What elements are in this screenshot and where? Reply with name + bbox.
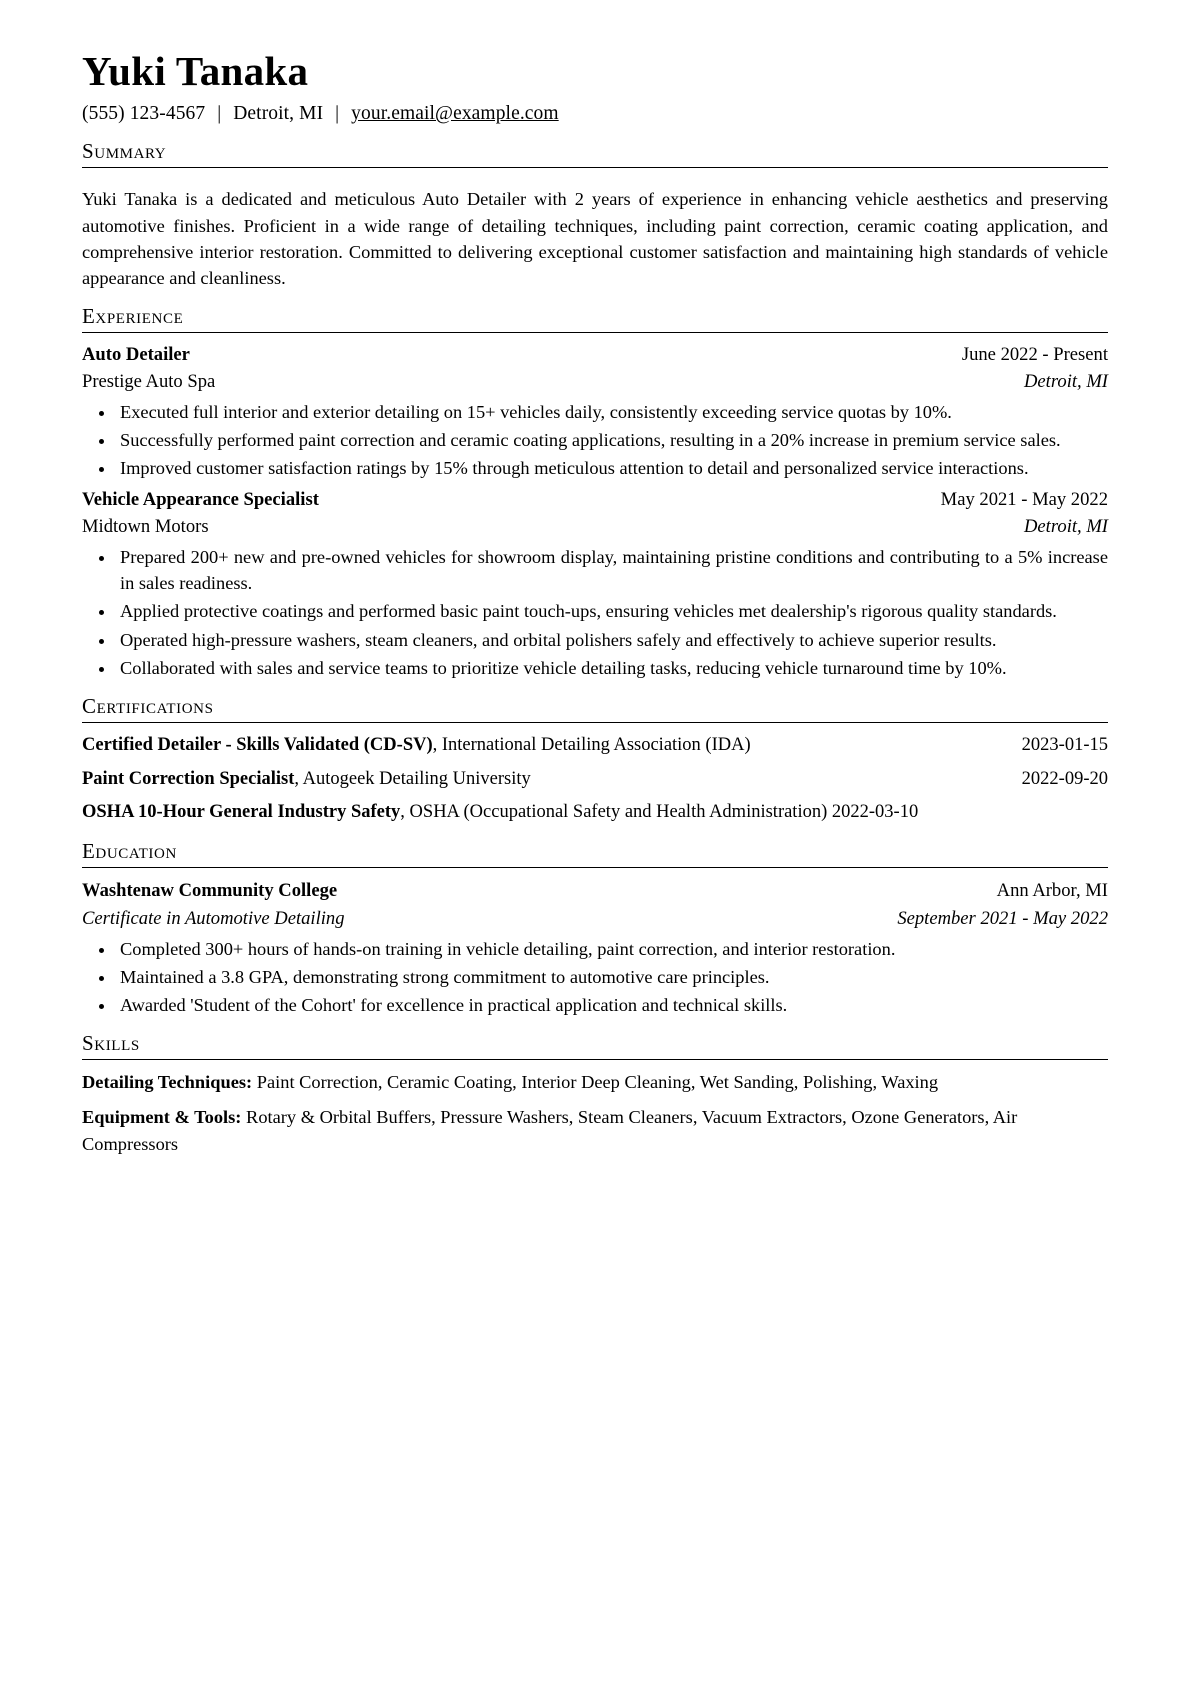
skill-group-label: Equipment & Tools: bbox=[82, 1107, 242, 1128]
job-dates: May 2021 - May 2022 bbox=[940, 489, 1108, 511]
education-school-row bbox=[82, 877, 1108, 905]
job-bullet: • Improved customer satisfaction ratings by 15% through meticulous attention to detail and personalized service interactions. bbox=[116, 455, 1108, 481]
certification-date: 2022-09-20 bbox=[1021, 768, 1108, 789]
job-bullet-list bbox=[82, 544, 1108, 681]
certification-item: Certified Detailer - Skills Validated (CD-SV), International Detailing Association (IDA) 2023-01-15 bbox=[82, 732, 1108, 759]
job-company: Prestige Auto Spa bbox=[82, 370, 216, 392]
section-experience bbox=[82, 304, 1108, 681]
section-summary bbox=[82, 139, 1108, 291]
section-skills bbox=[82, 1031, 1108, 1156]
job-bullet: • Collaborated with sales and service teams to prioritize vehicle detailing tasks, reducing vehicle turnaround time by 10%. bbox=[116, 655, 1108, 681]
certification-issuer: International Detailing Association (IDA) bbox=[441, 734, 751, 755]
certification-date: 2023-01-15 bbox=[1021, 734, 1108, 755]
job-bullet: • Operated high-pressure washers, steam cleaners, and orbital polishers safely and effectively to achieve superior results. bbox=[116, 627, 1108, 653]
experience-company-row bbox=[82, 369, 1108, 396]
job-bullet: • Executed full interior and exterior detailing on 15+ vehicles daily, consistently exceeding service quotas by 10%. bbox=[116, 399, 1108, 425]
certification-issuer: OSHA (Occupational Safety and Health Administration) bbox=[409, 802, 828, 823]
contact-separator-2: | bbox=[335, 103, 340, 125]
job-bullet: • Applied protective coatings and performed basic paint touch-ups, ensuring vehicles met dealership's rigorous quality standards. bbox=[116, 598, 1108, 624]
summary-paragraph: Yuki Tanaka is a dedicated and meticulous Auto Detailer with 2 years of experience in enhancing vehicle aesthetics and preserving automotive finishes. Proficient in a wide range of detailing techniques, including paint correction, ceramic coating application, and comprehensive interior restoration. Committed to delivering exceptional customer satisfaction and maintaining high standards of vehicle appearance and cleanliness. bbox=[82, 189, 1108, 288]
contact-separator-1: | bbox=[217, 103, 222, 125]
email-link[interactable]: your.email@example.com bbox=[351, 103, 559, 125]
page-title: Yuki Tanaka bbox=[82, 48, 309, 94]
job-company: Midtown Motors bbox=[82, 516, 209, 538]
experience-item bbox=[82, 487, 1108, 681]
contact-line bbox=[82, 103, 1108, 125]
skill-group-label: Detailing Techniques: bbox=[82, 1072, 253, 1093]
education-location: Ann Arbor, MI bbox=[996, 880, 1108, 902]
certification-name: Paint Correction Specialist bbox=[82, 768, 295, 789]
education-bullet-list bbox=[82, 936, 1108, 1018]
section-divider-experience bbox=[82, 332, 1108, 333]
section-divider-education bbox=[82, 867, 1108, 868]
section-title-education: Education bbox=[82, 839, 177, 864]
education-degree-row bbox=[82, 905, 1108, 933]
location-text: Detroit, MI bbox=[233, 103, 324, 125]
section-title-experience: Experience bbox=[82, 303, 184, 328]
certification-item: OSHA 10-Hour General Industry Safety, OSHA (Occupational Safety and Health Administration) 2022-03-10 bbox=[82, 802, 919, 823]
skill-group bbox=[82, 1069, 1108, 1095]
job-bullet-list bbox=[82, 399, 1108, 481]
section-title-certifications: Certifications bbox=[82, 693, 214, 718]
experience-item bbox=[82, 342, 1108, 481]
education-dates: September 2021 - May 2022 bbox=[897, 908, 1108, 930]
job-title: Auto Detailer bbox=[82, 343, 190, 365]
section-divider-summary bbox=[82, 167, 1108, 168]
skill-group-values: Rotary & Orbital Buffers, Pressure Washers, Steam Cleaners, Vacuum Extractors, Ozone Generators, Air Compressors bbox=[82, 1107, 1018, 1154]
education-bullet: • Awarded 'Student of the Cohort' for excellence in practical application and technical skills. bbox=[116, 992, 1108, 1018]
section-education bbox=[82, 839, 1108, 1018]
education-bullet: • Completed 300+ hours of hands-on training in vehicle detailing, paint correction, and interior restoration. bbox=[116, 936, 1108, 962]
certification-date: 2022-03-10 bbox=[831, 802, 919, 823]
job-location: Detroit, MI bbox=[1024, 516, 1108, 538]
resume-header bbox=[82, 50, 1108, 125]
education-degree: Certificate in Automotive Detailing bbox=[82, 908, 345, 930]
job-title: Vehicle Appearance Specialist bbox=[82, 489, 319, 511]
skill-group bbox=[82, 1104, 1108, 1156]
section-certifications bbox=[82, 694, 1108, 826]
job-bullet: • Successfully performed paint correction and ceramic coating applications, resulting in a 20% increase in premium service sales. bbox=[116, 427, 1108, 453]
section-title-skills: Skills bbox=[82, 1031, 140, 1056]
certification-item: Paint Correction Specialist, Autogeek Detailing University 2022-09-20 bbox=[82, 766, 1108, 793]
certification-issuer: Autogeek Detailing University bbox=[302, 768, 531, 789]
job-location: Detroit, MI bbox=[1024, 370, 1108, 392]
education-school: Washtenaw Community College bbox=[82, 880, 338, 902]
section-title-summary: Summary bbox=[82, 139, 167, 164]
section-divider-skills bbox=[82, 1059, 1108, 1060]
job-dates: June 2022 - Present bbox=[961, 343, 1108, 365]
phone-text: (555) 123-4567 bbox=[82, 103, 206, 125]
experience-title-row bbox=[82, 487, 1108, 514]
experience-company-row bbox=[82, 514, 1108, 541]
job-bullet: • Prepared 200+ new and pre-owned vehicles for showroom display, maintaining pristine conditions and contributing to a 5% increase in sales readiness. bbox=[116, 544, 1108, 596]
experience-title-row bbox=[82, 342, 1108, 369]
certification-name: OSHA 10-Hour General Industry Safety bbox=[82, 802, 401, 823]
section-divider-certifications bbox=[82, 722, 1108, 723]
education-bullet: • Maintained a 3.8 GPA, demonstrating strong commitment to automotive care principles. bbox=[116, 964, 1108, 990]
certification-name: Certified Detailer - Skills Validated (CD-SV) bbox=[82, 734, 433, 755]
skill-group-values: Paint Correction, Ceramic Coating, Interior Deep Cleaning, Wet Sanding, Polishing, Waxing bbox=[256, 1072, 939, 1093]
